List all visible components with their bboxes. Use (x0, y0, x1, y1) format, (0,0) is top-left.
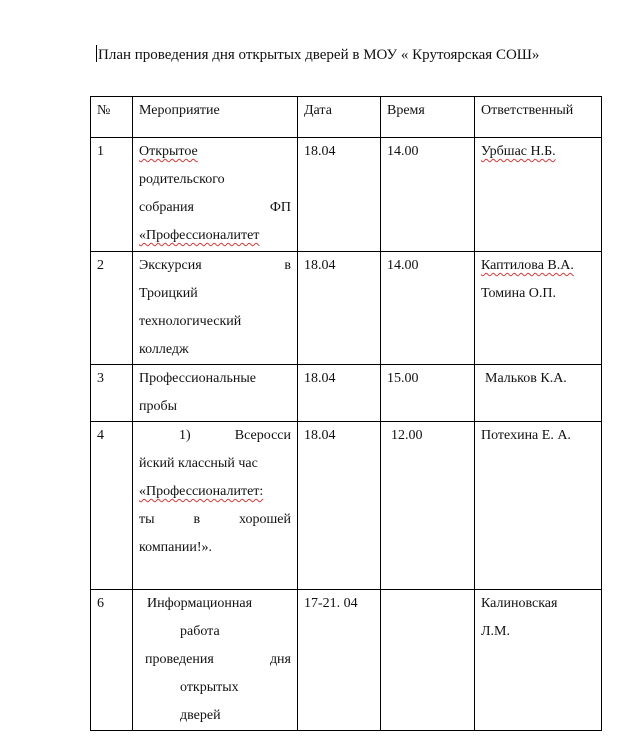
event-cell: Профессиональные пробы (133, 365, 298, 422)
date-cell: 18.04 (298, 252, 381, 365)
table-row (91, 422, 602, 590)
date-cell: 18.04 (298, 365, 381, 422)
time-cell (381, 590, 475, 731)
table-row (91, 138, 602, 252)
event-cell: Экскурсия в Троицкий технологический колледж (133, 252, 298, 365)
row-number: 1 (91, 138, 133, 252)
responsible-cell: Урбшас Н.Б. (475, 138, 602, 252)
date-cell: 17-21. 04 (298, 590, 381, 731)
time-cell: 15.00 (381, 365, 475, 422)
date-cell: 18.04 (298, 138, 381, 252)
text-cursor (96, 45, 97, 62)
table-header-row (91, 97, 602, 138)
responsible-cell: Каптилова В.А. Томина О.П. (475, 252, 602, 365)
title-text: План проведения дня открытых дверей в МОУ « Крутоярская СОШ» (98, 47, 540, 63)
header-date: Дата (298, 97, 381, 138)
row-number: 2 (91, 252, 133, 365)
header-time: Время (381, 97, 475, 138)
table-row (91, 590, 602, 731)
header-responsible: Ответственный (475, 97, 602, 138)
header-number: № (91, 97, 133, 138)
event-cell: 1) Всеросси йский классный час «Профессионалитет: ты в хорошей компании!». (133, 422, 298, 590)
row-number: 3 (91, 365, 133, 422)
responsible-cell: Потехина Е. А. (475, 422, 602, 590)
table-row (91, 365, 602, 422)
time-cell: 14.00 (381, 138, 475, 252)
row-number: 4 (91, 422, 133, 590)
row-number: 6 (91, 590, 133, 731)
event-cell: Открытое родительского собрания ФП «Профессионалитет (133, 138, 298, 252)
event-cell: Информационная работа проведения дня открытых дверей (133, 590, 298, 731)
header-event: Мероприятие (133, 97, 298, 138)
time-cell: 12.00 (381, 422, 475, 590)
document-title (96, 45, 596, 65)
time-cell: 14.00 (381, 252, 475, 365)
responsible-cell: Мальков К.А. (475, 365, 602, 422)
events-table (90, 96, 602, 731)
table-row (91, 252, 602, 365)
responsible-cell: Калиновская Л.М. (475, 590, 602, 731)
date-cell: 18.04 (298, 422, 381, 590)
